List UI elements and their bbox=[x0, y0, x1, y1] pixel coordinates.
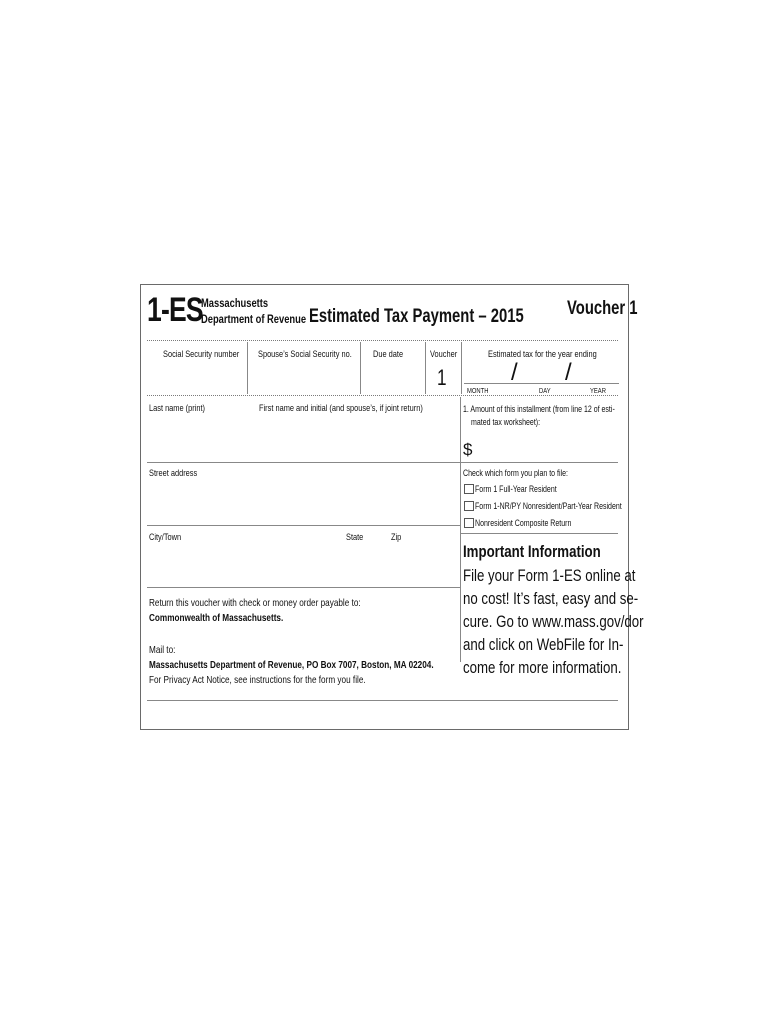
mail-to-label: Mail to: bbox=[149, 644, 176, 656]
agency-line-2: Department of Revenue bbox=[201, 312, 307, 326]
ssn-label: Social Security number bbox=[163, 349, 240, 360]
divider-v bbox=[461, 342, 462, 394]
date-slash-2: / bbox=[565, 359, 572, 386]
first-name-label: First name and initial (and spouse’s, if joint return) bbox=[259, 403, 423, 414]
checkbox-composite-return[interactable] bbox=[464, 518, 474, 528]
option-form-1: Form 1 Full-Year Resident bbox=[475, 484, 557, 494]
date-slash-1: / bbox=[511, 359, 518, 386]
due-date-label: Due date bbox=[373, 349, 404, 360]
row-divider bbox=[147, 525, 460, 526]
divider-v bbox=[460, 397, 461, 662]
voucher-form bbox=[140, 284, 644, 730]
street-address-label: Street address bbox=[149, 468, 198, 479]
row-divider bbox=[147, 462, 618, 463]
day-label: DAY bbox=[539, 386, 551, 395]
dollar-sign: $ bbox=[463, 440, 473, 459]
state-label: State bbox=[346, 532, 364, 543]
installment-line-1: 1. Amount of this installment (from line 12 of esti- bbox=[463, 404, 615, 414]
info-line-3: cure. Go to www.mass.gov/dor bbox=[463, 612, 644, 631]
info-heading: Important Information bbox=[463, 542, 601, 561]
divider-v bbox=[425, 342, 426, 394]
option-composite-return: Nonresident Composite Return bbox=[475, 518, 572, 528]
privacy-notice: For Privacy Act Notice, see instructions for the form you file. bbox=[149, 674, 366, 686]
month-label: MONTH bbox=[467, 386, 489, 395]
row-divider bbox=[147, 587, 460, 588]
divider-v bbox=[247, 342, 248, 394]
info-line-4: and click on WebFile for In- bbox=[463, 635, 624, 654]
checkbox-form-1[interactable] bbox=[464, 484, 474, 494]
row-divider bbox=[147, 395, 618, 396]
info-line-1: File your Form 1-ES online at bbox=[463, 566, 636, 585]
form-title: Estimated Tax Payment – 2015 bbox=[309, 306, 524, 327]
voucher-number: 1 bbox=[437, 365, 447, 390]
mailing-address: Massachusetts Department of Revenue, PO Box 7007, Boston, MA 02204. bbox=[149, 659, 434, 671]
header-divider bbox=[147, 340, 618, 341]
installment-line-2: mated tax worksheet): bbox=[471, 417, 541, 427]
bottom-divider bbox=[147, 700, 618, 701]
date-underline bbox=[464, 383, 619, 384]
row-divider bbox=[461, 533, 618, 534]
form-number: 1-ES bbox=[147, 291, 203, 329]
option-form-1-nr-py: Form 1-NR/PY Nonresident/Part-Year Resident bbox=[475, 501, 622, 511]
divider-v bbox=[360, 342, 361, 394]
year-label: YEAR bbox=[590, 386, 606, 395]
city-label: City/Town bbox=[149, 532, 182, 543]
voucher-column-label: Voucher bbox=[430, 349, 458, 360]
voucher-label: Voucher 1 bbox=[567, 298, 638, 319]
info-line-5: come for more information. bbox=[463, 658, 622, 677]
form-choice-prompt: Check which form you plan to file: bbox=[463, 468, 568, 478]
info-line-2: no cost! It’s fast, easy and se- bbox=[463, 589, 639, 608]
payee-name: Commonwealth of Massachusetts. bbox=[149, 612, 284, 624]
checkbox-form-1-nr-py[interactable] bbox=[464, 501, 474, 511]
zip-label: Zip bbox=[391, 532, 402, 543]
last-name-label: Last name (print) bbox=[149, 403, 206, 414]
return-instructions: Return this voucher with check or money order payable to: bbox=[149, 597, 361, 609]
spouse-ssn-label: Spouse’s Social Security no. bbox=[258, 349, 352, 360]
agency-line-1: Massachusetts bbox=[201, 296, 269, 310]
year-ending-label: Estimated tax for the year ending bbox=[488, 349, 597, 360]
